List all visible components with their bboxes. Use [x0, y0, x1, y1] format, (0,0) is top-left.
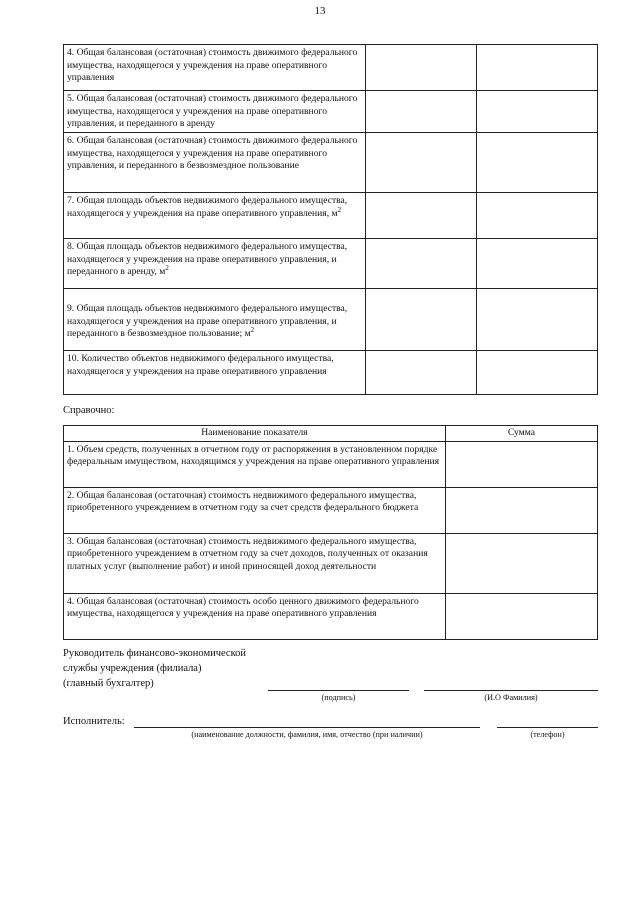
table-row	[64, 487, 598, 533]
signature-title-line2: службы учреждения (филиала)	[63, 663, 202, 674]
table-header-row	[64, 426, 598, 442]
indicator-name-cell	[64, 239, 366, 289]
indicator-name-text: 4. Общая балансовая (остаточная) стоимость движимого федерального имущества, находящегося у учреждения на праве оперативного управления	[67, 47, 358, 84]
indicator-name-cell	[64, 193, 366, 239]
value-cell-a[interactable]	[365, 239, 476, 289]
table-row	[64, 289, 598, 351]
signature-title-line1: Руководитель финансово-экономической	[63, 648, 247, 659]
signature-line	[268, 690, 409, 691]
signature-title-line3: (главный бухгалтер)	[63, 678, 154, 689]
caption-name: (И.О Фамилия)	[484, 693, 538, 702]
value-cell-b[interactable]	[476, 193, 598, 239]
indicator-name-text: 5. Общая балансовая (остаточная) стоимость движимого федерального имущества, находящегося у учреждения на праве оперативного управления, и переданного в аренду	[67, 93, 358, 130]
sum-cell[interactable]	[445, 441, 597, 487]
sum-cell[interactable]	[445, 533, 597, 593]
reference-label: Справочно:	[63, 405, 115, 416]
value-cell-b[interactable]	[476, 289, 598, 351]
indicator-name-cell: 4. Общая балансовая (остаточная) стоимость особо ценного движимого федерального имущества, находящегося у учреждения на праве оперативного управления	[64, 593, 446, 639]
indicator-name-text: 6. Общая балансовая (остаточная) стоимость движимого федерального имущества, находящегося у учреждения на праве оперативного управления, и переданного в безвозмездное пользование	[67, 135, 358, 172]
value-cell-a[interactable]	[365, 193, 476, 239]
indicator-name-cell	[64, 133, 366, 193]
table-row	[64, 91, 598, 133]
indicator-name-text: 7. Общая площадь объектов недвижимого федерального имущества, находящегося у учреждения на праве оперативного управления, м	[67, 195, 348, 219]
value-cell-b[interactable]	[476, 351, 598, 395]
sum-cell[interactable]	[445, 487, 597, 533]
property-table	[63, 44, 598, 395]
caption-signature: (подпись)	[321, 693, 356, 702]
name-line	[424, 690, 598, 691]
indicator-name-text: 10. Количество объектов недвижимого федерального имущества, находящегося у учреждения на праве оперативного управления	[67, 353, 334, 377]
value-cell-b[interactable]	[476, 45, 598, 91]
indicator-name-cell	[64, 351, 366, 395]
unit-superscript: 2	[337, 205, 342, 214]
table-row	[64, 45, 598, 91]
reference-table	[63, 425, 598, 640]
executor-label: Исполнитель:	[63, 716, 125, 727]
table-row	[64, 533, 598, 593]
value-cell-a[interactable]	[365, 45, 476, 91]
unit-superscript: 2	[165, 264, 169, 272]
value-cell-b[interactable]	[476, 91, 598, 133]
page-number: 13	[314, 5, 326, 17]
signature-block	[63, 646, 246, 691]
table-row	[64, 193, 598, 239]
header-sum: Сумма	[445, 426, 597, 442]
header-indicator-name: Наименование показателя	[64, 426, 446, 442]
indicator-name-cell	[64, 91, 366, 133]
table-row	[64, 133, 598, 193]
indicator-name-cell	[64, 45, 366, 91]
caption-position: (наименование должности, фамилия, имя, отчество (при наличии)	[191, 730, 423, 739]
indicator-name-text: 9. Общая площадь объектов недвижимого федерального имущества, находящегося у учреждения на праве оперативного управления, и переданного в безвозмездное пользование; м	[67, 303, 348, 340]
executor-position-line	[134, 727, 480, 728]
executor-phone-line	[497, 727, 598, 728]
table-row	[64, 441, 598, 487]
indicator-name-cell: 1. Объем средств, полученных в отчетном году от распоряжения в установленном порядке федеральным имуществом, находящимся у учреждения на праве оперативного управления	[64, 441, 446, 487]
indicator-name-text: 8. Общая площадь объектов недвижимого федерального имущества, находящегося у учреждения на праве оперативного управления, и переданного в аренду, м	[67, 241, 348, 278]
indicator-name-cell: 3. Общая балансовая (остаточная) стоимость недвижимого федерального имущества, приобретенного учреждением в отчетном году за счет доходов, полученных от оказания платных услуг (выполнение работ) и иной приносящей доход деятельности	[64, 533, 446, 593]
caption-phone: (телефон)	[530, 730, 565, 739]
indicator-name-cell	[64, 289, 366, 351]
value-cell-a[interactable]	[365, 91, 476, 133]
indicator-name-cell: 2. Общая балансовая (остаточная) стоимость недвижимого федерального имущества, приобретенного учреждением в отчетном году за счет средств федерального бюджета	[64, 487, 446, 533]
value-cell-a[interactable]	[365, 351, 476, 395]
value-cell-b[interactable]	[476, 133, 598, 193]
unit-superscript: 2	[250, 326, 255, 334]
table-row	[64, 593, 598, 639]
sum-cell[interactable]	[445, 593, 597, 639]
value-cell-a[interactable]	[365, 289, 476, 351]
table-row	[64, 351, 598, 395]
value-cell-a[interactable]	[365, 133, 476, 193]
value-cell-b[interactable]	[476, 239, 598, 289]
table-row	[64, 239, 598, 289]
